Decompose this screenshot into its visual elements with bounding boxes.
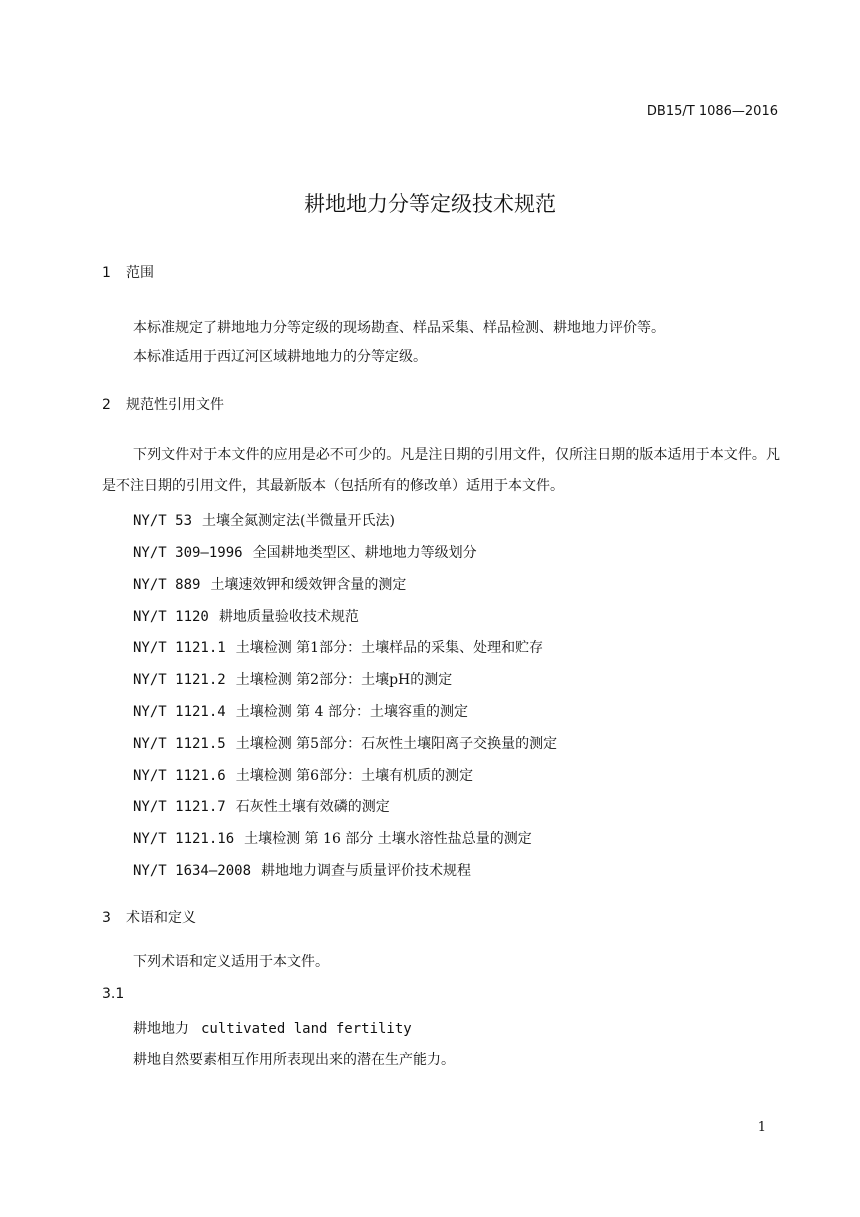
term-name-cn: 耕地地力 bbox=[133, 1021, 189, 1037]
reference-code: NY/T 1121.6 bbox=[133, 768, 226, 784]
reference-code: NY/T 1121.7 bbox=[133, 799, 226, 815]
reference-title: 耕地质量验收技术规范 bbox=[218, 609, 359, 625]
reference-title: 全国耕地类型区、耕地地力等级划分 bbox=[252, 545, 477, 561]
section-2-heading bbox=[102, 394, 224, 414]
reference-title: 土壤检测 第1部分：土壤样品的采集、处理和贮存 bbox=[235, 640, 544, 656]
reference-code: NY/T 1121.2 bbox=[133, 672, 226, 688]
reference-item bbox=[133, 669, 452, 689]
paragraph: 下列术语和定义适用于本文件。 bbox=[133, 954, 329, 970]
reference-code: NY/T 1121.5 bbox=[133, 736, 226, 752]
reference-code: NY/T 1121.16 bbox=[133, 831, 235, 847]
section-number: 3 bbox=[102, 910, 111, 926]
reference-title: 土壤速效钾和缓效钾含量的测定 bbox=[210, 577, 407, 593]
paragraph: 下列文件对于本文件的应用是必不可少的。凡是注日期的引用文件，仅所注日期的版本适用于本文件。凡是不注日期的引用文件，其最新版本（包括所有的修改单）适用于本文件。 bbox=[102, 447, 780, 494]
paragraph: 本标准适用于西辽河区域耕地地力的分等定级。 bbox=[133, 349, 427, 365]
reference-item bbox=[133, 606, 359, 626]
standard-code: DB15/T 1086—2016 bbox=[646, 104, 778, 119]
reference-title: 土壤全氮测定法(半微量开氏法) bbox=[202, 513, 395, 529]
reference-title: 土壤检测 第2部分：土壤pH的测定 bbox=[235, 672, 453, 688]
section-1-heading bbox=[102, 262, 154, 282]
page-number: 1 bbox=[757, 1120, 766, 1135]
document-title: 耕地地力分等定级技术规范 bbox=[304, 192, 556, 216]
term-definition: 耕地自然要素相互作用所表现出来的潜在生产能力。 bbox=[133, 1052, 455, 1068]
reference-item bbox=[133, 637, 543, 657]
reference-title: 石灰性土壤有效磷的测定 bbox=[235, 799, 390, 815]
reference-item bbox=[133, 765, 473, 785]
reference-item bbox=[133, 542, 477, 562]
paragraph: 本标准规定了耕地地力分等定级的现场勘查、样品采集、样品检测、耕地地力评价等。 bbox=[133, 320, 665, 336]
reference-item bbox=[133, 860, 471, 880]
reference-item bbox=[133, 828, 532, 848]
reference-code: NY/T 53 bbox=[133, 513, 193, 529]
term-name-en: cultivated land fertility bbox=[201, 1021, 412, 1037]
section-title: 术语和定义 bbox=[126, 910, 196, 926]
reference-code: NY/T 1634—2008 bbox=[133, 863, 252, 879]
reference-item bbox=[133, 701, 468, 721]
section-3-heading bbox=[102, 907, 196, 927]
reference-code: NY/T 1121.1 bbox=[133, 640, 226, 656]
reference-title: 土壤检测 第6部分：土壤有机质的测定 bbox=[235, 768, 474, 784]
reference-code: NY/T 309—1996 bbox=[133, 545, 243, 561]
section-title: 规范性引用文件 bbox=[126, 397, 224, 413]
term-title bbox=[133, 1018, 412, 1038]
reference-item bbox=[133, 510, 395, 530]
reference-title: 土壤检测 第 4 部分：土壤容重的测定 bbox=[235, 704, 468, 720]
reference-code: NY/T 889 bbox=[133, 577, 201, 593]
section-number: 1 bbox=[102, 265, 111, 281]
reference-title: 土壤检测 第 16 部分 土壤水溶性盐总量的测定 bbox=[244, 831, 532, 847]
reference-title: 耕地地力调查与质量评价技术规程 bbox=[261, 863, 472, 879]
reference-item bbox=[133, 796, 390, 816]
reference-item bbox=[133, 574, 406, 594]
reference-code: NY/T 1120 bbox=[133, 609, 209, 625]
reference-title: 土壤检测 第5部分：石灰性土壤阳离子交换量的测定 bbox=[235, 736, 558, 752]
reference-code: NY/T 1121.4 bbox=[133, 704, 226, 720]
term-number: 3.1 bbox=[102, 986, 125, 1002]
section-title: 范围 bbox=[126, 265, 154, 281]
section-number: 2 bbox=[102, 397, 111, 413]
reference-item bbox=[133, 733, 557, 753]
